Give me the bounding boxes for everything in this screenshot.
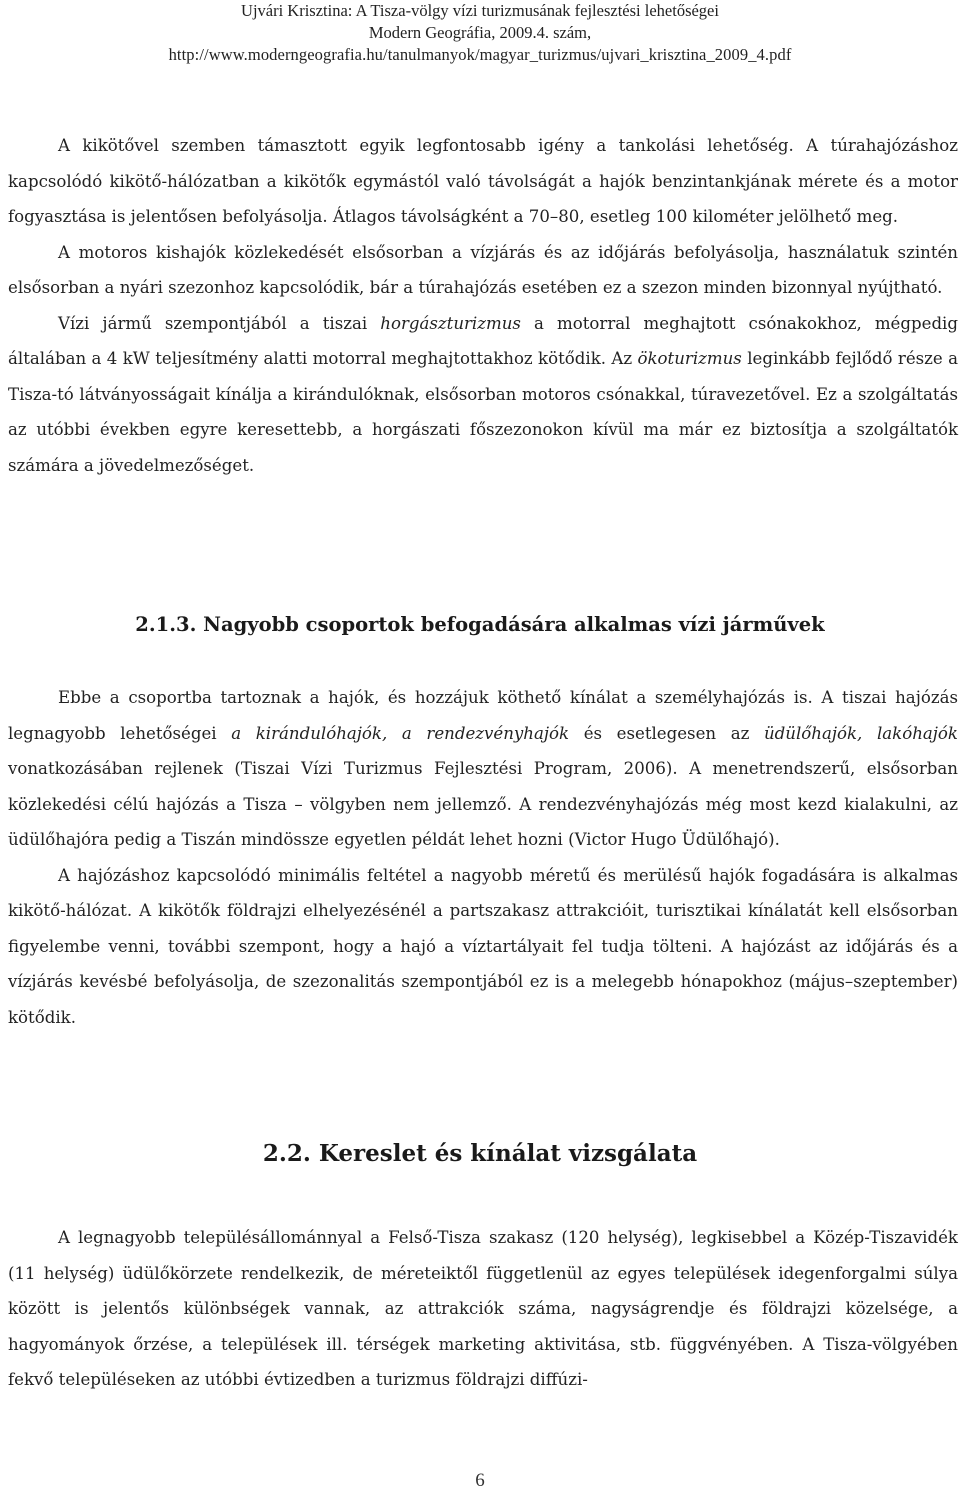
paragraph: A motoros kishajók közlekedését elsősorban a vízjárás és az időjárás befolyásolja, használatuk szintén elsősorban a nyári szezonhoz kapcsolódik, bár a túrahajózás esetében ez a szezon minden bizonnyal nyújtható. (8, 242, 958, 297)
page-number: 6 (475, 1470, 485, 1491)
paragraph (8, 680, 958, 858)
text-run: leginkább fejlődő része a Tisza-tó látványosságait kínálja a kirándulóknak, elsősorban motoros csónakkal, túravezetővel. Ez a szolgáltatás az utóbbi években egyre keresettebb, a horgászati főszezonokon kívül ma már ez biztosítja a szolgáltatók számára a jövedelmezőséget. (8, 349, 958, 475)
emphasis-term: a kirándulóhajók, a rendezvényhajók (231, 723, 570, 743)
text-run: vonatkozásában rejlenek (Tiszai Vízi Turizmus Fejlesztési Program, 2006). A menetrendszerű, elsősorban közlekedési célú hajózás a Tisza – völgyben nem jellemző. A rendezvényhajózás még most kezd kialakulni, az üdülőhajóra pedig a Tiszán mindössze egyetlen példát lehet hozni (Victor Hugo Üdülőhajó). (8, 759, 958, 849)
paragraph: A hajózáshoz kapcsolódó minimális feltétel a nagyobb méretű és merülésű hajók fogadására is alkalmas kikötő-hálózat. A kikötők földrajzi elhelyezésénél a partszakasz attrakcióit, turisztikai kínálatát kell elsősorban figyelembe venni, további szempont, hogy a hajó a víztartályait fel tudja tölteni. A hajózást az időjárás és a vízjárás kevésbé befolyásolja, de szezonalitás szempontjából ez is a melegebb hónapokhoz (május–szeptember) kötődik. (8, 865, 958, 1027)
text-run: a motorral meghajtott csónakokhoz, mégpedig általában a 4 kW teljesítmény alatti motorral meghajtottakhoz kötődik. Az (8, 313, 958, 368)
emphasis-term: horgászturizmus (380, 313, 521, 333)
header-url[interactable]: http://www.moderngeografia.hu/tanulmanyok/magyar_turizmus/ujvari_krisztina_2009_4.pdf (168, 45, 792, 64)
text-run: és esetlegesen az (569, 723, 764, 743)
section-demand-paragraphs (8, 1220, 958, 1398)
section-fuel-paragraphs (8, 128, 958, 483)
section-vessels-paragraphs (8, 680, 958, 1035)
paragraph (8, 306, 958, 484)
header-citation-line: Ujvári Krisztina: A Tisza-völgy vízi turizmusának fejlesztési lehetőségei (241, 1, 719, 20)
section-heading-2-1-3: 2.1.3. Nagyobb csoportok befogadására alkalmas vízi járművek (135, 613, 825, 636)
page-header (0, 0, 960, 66)
text-run: Vízi jármű szempontjából a tiszai (58, 313, 381, 333)
section-heading-2-2: 2.2. Kereslet és kínálat vizsgálata (262, 1140, 698, 1167)
emphasis-term: ökoturizmus (637, 349, 742, 368)
text-run: Ebbe a csoportba tartoznak a hajók, és hozzájuk köthető kínálat a személyhajózás is. A tiszai hajózás legnagyobb lehetőségei (8, 688, 958, 743)
emphasis-term: üdülőhajók, lakóhajók (763, 723, 958, 743)
paragraph: A legnagyobb településállománnyal a Felső-Tisza szakasz (120 helység), legkisebbel a Közép-Tiszavidék (11 helység) üdülőkörzete rendelkezik, de méreteiktől függetlenül az egyes települések idegenforgalmi súlya között is jelentős különbségek vannak, az attrakciók száma, nagyságrendje és földrajzi közelsége, a hagyományok őrzése, a települések ill. térségek marketing aktivitása, stb. függvényében. A Tisza-völgyében fekvő településeken az utóbbi évtizedben a turizmus földrajzi diffúzi- (8, 1228, 958, 1389)
header-journal-line: Modern Geográfia, 2009.4. szám, (368, 23, 592, 42)
paragraph: A kikötővel szemben támasztott egyik legfontosabb igény a tankolási lehetőség. A túrahajózáshoz kapcsolódó kikötő-hálózatban a kikötők egymástól való távolságát a hajók benzintankjának mérete és a motor fogyasztása is jelentősen befolyásolja. Átlagos távolságként a 70–80, esetleg 100 kilométer jelölhető meg. (8, 136, 958, 226)
